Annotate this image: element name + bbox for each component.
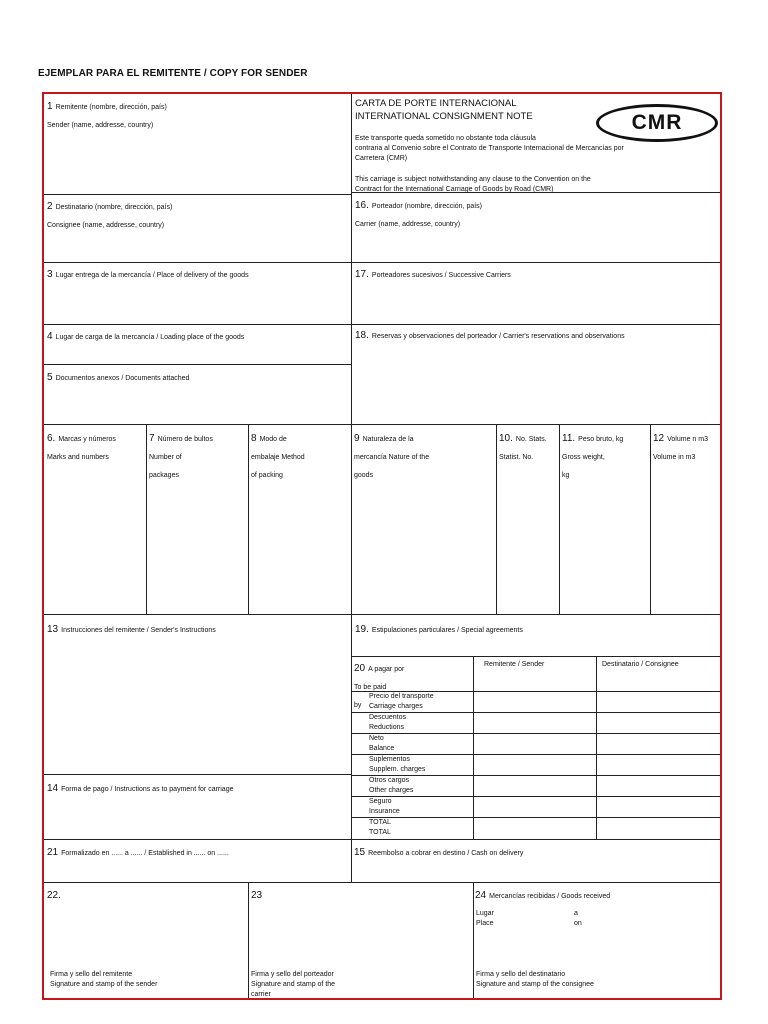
box-21-established[interactable]	[47, 842, 229, 860]
box-label: Número de bultos Number of packages	[149, 436, 213, 479]
box-6-marks-numbers[interactable]	[47, 428, 145, 464]
box-7-number-of-packages[interactable]	[149, 428, 247, 482]
box-13-sender-instructions[interactable]	[47, 619, 216, 637]
divider-col-8	[248, 424, 249, 614]
box-number: 19.	[355, 624, 369, 635]
box-24-goods-received[interactable]	[475, 885, 610, 903]
box-number: 13	[47, 624, 59, 635]
box-label: Lugar entrega de la mercancía / Place of delivery of the goods	[55, 272, 249, 279]
divider-sign-top	[44, 882, 720, 883]
divider-col-10	[496, 424, 497, 614]
box-label: Formalizado en ...... a ...... / Established in ...... on ......	[61, 850, 229, 857]
doc-title-es: CARTA DE PORTE INTERNACIONAL	[355, 98, 517, 109]
sender-signature-label: Firma y sello del remitente Signature and stamp of the sender	[50, 971, 158, 988]
box-number: 15	[354, 847, 366, 858]
box-label: Volume n m3 Volume in m3	[653, 436, 708, 461]
box-number: 9	[354, 433, 360, 444]
cmr-logo: CMR	[596, 104, 718, 142]
pay-row-balance: Neto Balance	[369, 735, 395, 752]
box-number: 4	[47, 331, 53, 342]
divider-col-12	[650, 424, 651, 614]
box-number: 1	[47, 101, 53, 112]
box-label: Mercancías recibidas / Goods received	[489, 893, 611, 900]
box-label: Lugar de carga de la mercancía / Loading place of the goods	[55, 334, 245, 341]
goods-received-on: a on	[574, 910, 582, 927]
divider-b19-b20	[351, 656, 720, 657]
box-18-carrier-reservations[interactable]	[355, 325, 625, 343]
divider-sign-2	[473, 882, 474, 998]
box-number: 22.	[47, 890, 61, 901]
pay-row-carriage-charges: Precio del transporte Carriage charges	[369, 693, 434, 710]
consignee-signature-label: Firma y sello del destinatario Signature and stamp of the consignee	[476, 971, 594, 988]
divider-pay-r2	[351, 712, 720, 713]
box-number: 18.	[355, 330, 369, 341]
divider-col-11	[559, 424, 560, 614]
box-3-place-of-delivery[interactable]	[47, 264, 249, 282]
box-number: 24	[475, 890, 487, 901]
box-number: 10.	[499, 433, 513, 444]
divider-sign-1	[248, 882, 249, 998]
box-8-method-of-packing[interactable]	[251, 428, 349, 482]
divider-b4-b5	[44, 364, 351, 365]
box-label: Forma de pago / Instructions as to payment for carriage	[61, 786, 234, 793]
box-22-sender-signature[interactable]	[47, 885, 64, 903]
box-label: Estipulaciones particulares / Special agreements	[371, 627, 523, 634]
box-number: 23	[251, 890, 263, 901]
box-14-payment-instructions[interactable]	[47, 778, 234, 796]
divider-pay-col1	[473, 656, 474, 839]
divider-b21-b15	[351, 839, 352, 882]
box-label: Modo de embalaje Method of packing	[251, 436, 305, 479]
box-number: 14	[47, 783, 59, 794]
legal-text-en: This carriage is subject notwithstanding any clause to the Convention on the Contract for the International Carriage of Goods by Road (CMR)	[355, 176, 591, 193]
pay-row-reductions: Descuentos Reductions	[369, 714, 406, 731]
box-number: 16.	[355, 200, 369, 211]
box-label: Porteador (nombre, dirección, país) Carrier (name, addresse, country)	[355, 203, 483, 228]
pay-col-consignee: Destinatario / Consignee	[602, 661, 679, 668]
pay-col-sender: Remitente / Sender	[484, 661, 545, 668]
divider-main-left	[351, 94, 352, 839]
divider-pay-r3	[351, 733, 720, 734]
box-23-carrier-signature[interactable]	[251, 885, 265, 903]
box-number: 21	[47, 847, 59, 858]
divider-goods-bottom	[44, 614, 720, 615]
box-number: 8	[251, 433, 257, 444]
divider-b13-b14	[44, 774, 351, 775]
pay-row-supplementary: Suplementos Supplem. charges	[369, 756, 426, 773]
box-label: Reembolso a cobrar en destino / Cash on delivery	[368, 850, 524, 857]
box-number: 11.	[562, 433, 576, 444]
box-number: 20	[354, 663, 366, 674]
box-number: 6.	[47, 433, 56, 444]
box-label: Destinatario (nombre, dirección, país) Consignee (name, addresse, country)	[47, 204, 173, 229]
pay-row-insurance: Seguro Insurance	[369, 798, 400, 815]
divider-pay-r6	[351, 796, 720, 797]
carrier-signature-label: Firma y sello del porteador Signature and stamp of the carrier	[251, 971, 336, 998]
box-19-special-agreements[interactable]	[355, 619, 523, 637]
doc-title	[355, 97, 595, 123]
box-2-consignee[interactable]	[47, 196, 172, 232]
box-12-volume[interactable]	[653, 428, 721, 464]
pay-row-other-charges: Otros cargos Other charges	[369, 777, 414, 794]
box-label: Marcas y números Marks and numbers	[47, 436, 116, 461]
divider-col-7	[146, 424, 147, 614]
goods-received-place: Lugar Place	[476, 910, 494, 927]
box-11-gross-weight[interactable]	[562, 428, 650, 482]
box-15-cash-on-delivery[interactable]	[354, 842, 523, 860]
box-5-documents-attached[interactable]	[47, 367, 189, 385]
cmr-form	[42, 92, 722, 1000]
divider-row-3	[44, 262, 720, 263]
box-16-carrier[interactable]	[355, 195, 482, 231]
box-label: Reservas y observaciones del porteador / Carrier's reservations and observations	[371, 333, 625, 340]
doc-title-en: INTERNATIONAL CONSIGNMENT NOTE	[355, 111, 533, 122]
box-number: 5	[47, 372, 53, 383]
box-label: Naturaleza de la mercancía Nature of the goods	[354, 436, 430, 479]
divider-b1-b2	[44, 194, 351, 195]
divider-pay-r7	[351, 817, 720, 818]
box-10-statistical-number[interactable]	[499, 428, 559, 464]
box-number: 2	[47, 201, 53, 212]
box-number: 3	[47, 269, 53, 280]
box-label: A pagar por To be paid by	[354, 666, 405, 709]
divider-row-21	[44, 839, 720, 840]
box-label: Instrucciones del remitente / Sender's Instructions	[61, 627, 216, 634]
box-number: 17.	[355, 269, 369, 280]
box-number: 12	[653, 433, 665, 444]
page-header: EJEMPLAR PARA EL REMITENTE / COPY FOR SENDER	[38, 68, 308, 79]
box-4-loading-place[interactable]	[47, 326, 244, 344]
box-label: No. Stats. Statist. No.	[499, 436, 547, 461]
box-label: Documentos anexos / Documents attached	[55, 375, 190, 382]
box-17-successive-carriers[interactable]	[355, 264, 511, 282]
box-1-sender[interactable]	[47, 96, 167, 132]
box-label: Remitente (nombre, dirección, país) Sender (name, addresse, country)	[47, 104, 167, 129]
divider-pay-col2	[596, 656, 597, 839]
box-number: 7	[149, 433, 155, 444]
pay-row-total: TOTAL TOTAL	[369, 819, 391, 836]
legal-text-es: Este transporte queda sometido no obstante toda cláusula contraria al Convenio sobre el Contrato de Transporte Internacional de Mercancías por Carretera (CMR)	[355, 135, 624, 162]
box-label: Porteadores sucesivos / Successive Carriers	[371, 272, 511, 279]
box-label: Peso bruto, kg Gross weight, kg	[562, 436, 624, 479]
box-9-nature-of-goods[interactable]	[354, 428, 494, 482]
